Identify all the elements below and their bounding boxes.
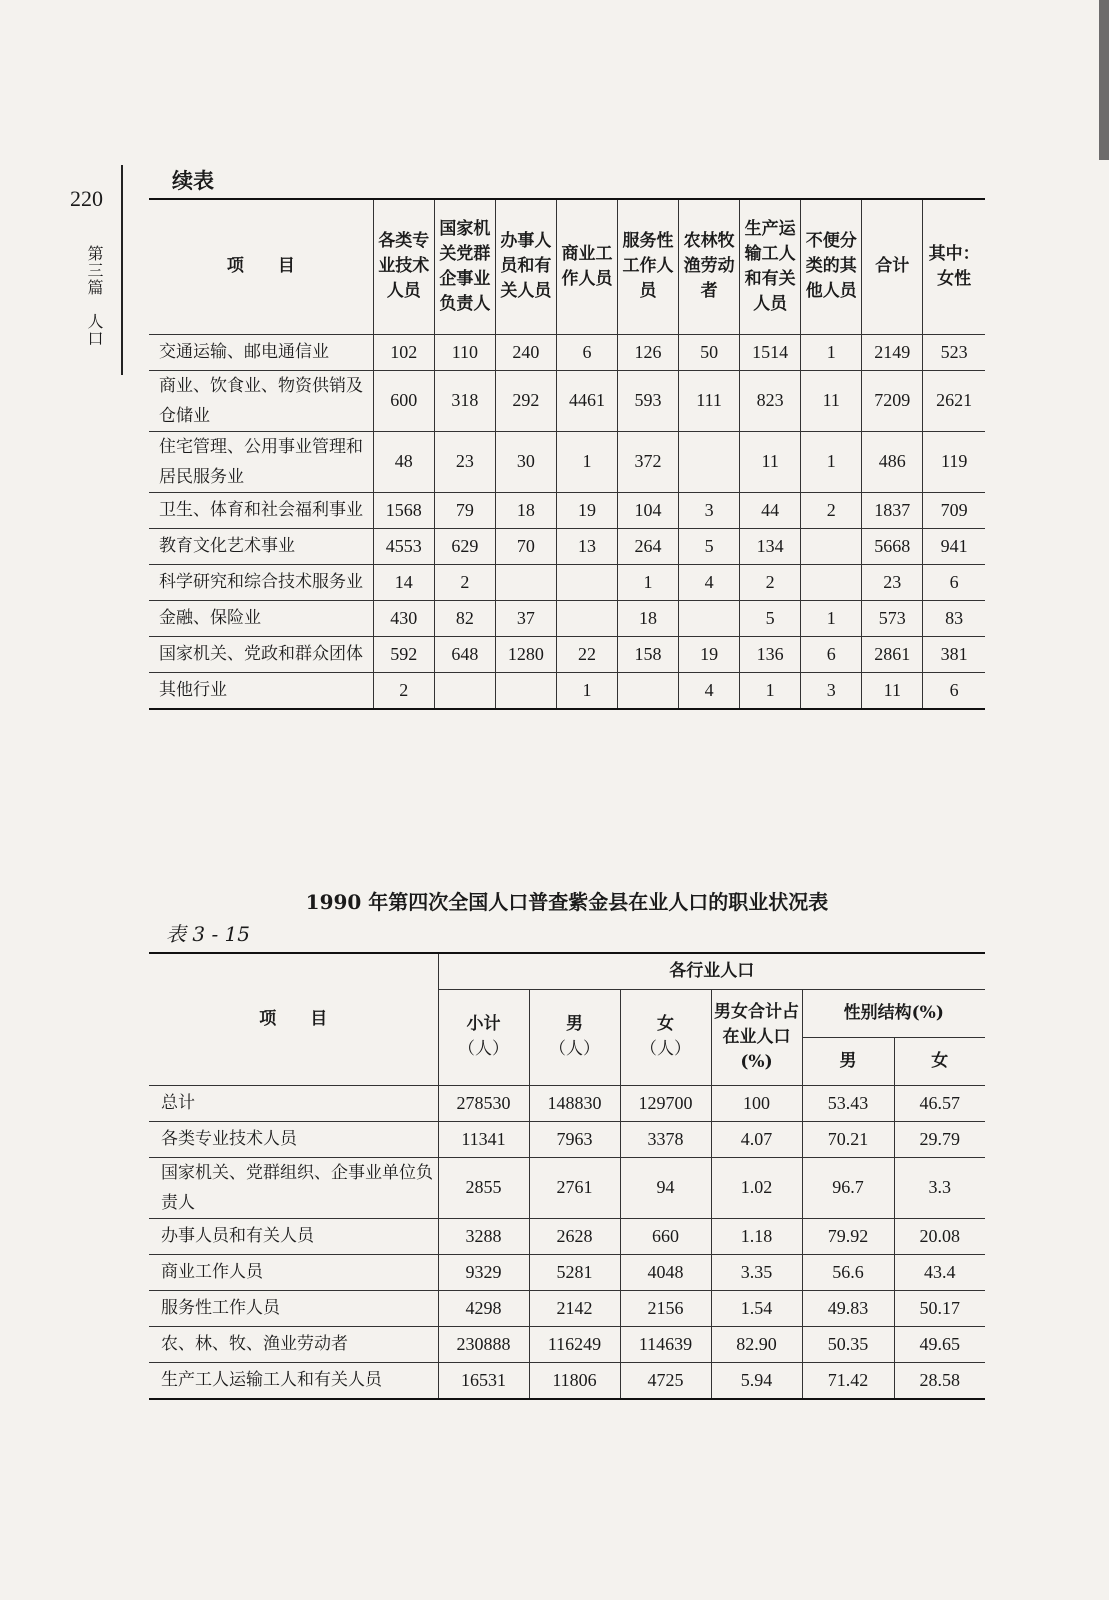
- header-cell: 商业工作人员: [556, 199, 617, 334]
- data-cell: [434, 672, 495, 709]
- data-cell: 44: [740, 492, 801, 528]
- data-cell: 941: [923, 528, 985, 564]
- table-number: 表 3 - 15: [166, 922, 251, 946]
- table-row: [149, 1326, 985, 1362]
- row-label: 科学研究和综合技术服务业: [149, 564, 373, 600]
- table-row: [149, 1254, 985, 1290]
- table-row: [149, 636, 985, 672]
- data-cell: 28.58: [894, 1362, 985, 1399]
- data-cell: 102: [373, 334, 434, 370]
- data-cell: 111: [679, 370, 740, 431]
- header-cell: 国家机关党群企事业负责人: [434, 199, 495, 334]
- data-cell: 6: [556, 334, 617, 370]
- row-label: 住宅管理、公用事业管理和居民服务业: [149, 431, 373, 492]
- data-cell: 96.7: [802, 1157, 894, 1218]
- data-cell: 11341: [438, 1121, 529, 1157]
- data-cell: 4553: [373, 528, 434, 564]
- data-cell: 37: [495, 600, 556, 636]
- data-cell: [618, 672, 679, 709]
- data-cell: 372: [618, 431, 679, 492]
- table-row: [149, 672, 985, 709]
- header-cell: 其中：女性: [923, 199, 985, 334]
- data-cell: 49.83: [802, 1290, 894, 1326]
- data-cell: 1: [618, 564, 679, 600]
- data-cell: [495, 564, 556, 600]
- continuation-label: 续表: [172, 168, 214, 193]
- data-cell: 1: [801, 334, 862, 370]
- data-cell: 1: [740, 672, 801, 709]
- data-cell: 2628: [529, 1218, 620, 1254]
- data-cell: 6: [801, 636, 862, 672]
- data-cell: 134: [740, 528, 801, 564]
- data-cell: 110: [434, 334, 495, 370]
- data-cell: 381: [923, 636, 985, 672]
- header-cell: 不便分类的其他人员: [801, 199, 862, 334]
- data-cell: [556, 564, 617, 600]
- table-row: [149, 564, 985, 600]
- data-cell: 3378: [620, 1121, 711, 1157]
- data-cell: 53.43: [802, 1085, 894, 1121]
- row-label: 办事人员和有关人员: [149, 1218, 438, 1254]
- data-cell: 114639: [620, 1326, 711, 1362]
- data-cell: 22: [556, 636, 617, 672]
- row-label: 卫生、体育和社会福利事业: [149, 492, 373, 528]
- row-label: 生产工人运输工人和有关人员: [149, 1362, 438, 1399]
- table-row: [149, 600, 985, 636]
- header-cell: 生产运输工人和有关人员: [740, 199, 801, 334]
- page-spine-edge: [1099, 0, 1109, 160]
- data-cell: 2: [801, 492, 862, 528]
- data-cell: 4: [679, 564, 740, 600]
- data-cell: 11: [801, 370, 862, 431]
- data-cell: 318: [434, 370, 495, 431]
- data-cell: 264: [618, 528, 679, 564]
- data-cell: 11806: [529, 1362, 620, 1399]
- data-cell: 1568: [373, 492, 434, 528]
- data-cell: 82.90: [711, 1326, 802, 1362]
- data-cell: 230888: [438, 1326, 529, 1362]
- data-cell: [801, 528, 862, 564]
- data-cell: 11: [862, 672, 923, 709]
- data-cell: 3288: [438, 1218, 529, 1254]
- row-label: 国家机关、党群组织、企事业单位负责人: [149, 1157, 438, 1218]
- data-cell: 129700: [620, 1085, 711, 1121]
- data-cell: 46.57: [894, 1085, 985, 1121]
- data-cell: 600: [373, 370, 434, 431]
- header-cell: 农林牧渔劳动者: [679, 199, 740, 334]
- data-cell: 292: [495, 370, 556, 431]
- data-cell: 709: [923, 492, 985, 528]
- data-cell: 23: [862, 564, 923, 600]
- header-cell: [620, 989, 711, 1085]
- data-cell: 43.4: [894, 1254, 985, 1290]
- data-cell: 5.94: [711, 1362, 802, 1399]
- data-cell: 49.65: [894, 1326, 985, 1362]
- margin-rule: [121, 165, 123, 375]
- table-row: [149, 370, 985, 431]
- data-cell: 116249: [529, 1326, 620, 1362]
- data-cell: 278530: [438, 1085, 529, 1121]
- data-cell: 70: [495, 528, 556, 564]
- data-cell: 148830: [529, 1085, 620, 1121]
- row-label: 国家机关、党政和群众团体: [149, 636, 373, 672]
- data-cell: 4048: [620, 1254, 711, 1290]
- table-row: [149, 528, 985, 564]
- data-cell: 1280: [495, 636, 556, 672]
- data-cell: [679, 600, 740, 636]
- header-cell: 男: [802, 1037, 894, 1085]
- header-unit: （人）: [549, 1039, 600, 1059]
- header-cell: 各类专业技术人员: [373, 199, 434, 334]
- data-cell: 23: [434, 431, 495, 492]
- table-row: [149, 1218, 985, 1254]
- margin-chapter-title: 第三篇 人口: [85, 245, 104, 347]
- data-cell: 5: [740, 600, 801, 636]
- data-cell: [801, 564, 862, 600]
- data-cell: 2861: [862, 636, 923, 672]
- data-cell: 56.6: [802, 1254, 894, 1290]
- occupation-status-table: [149, 952, 985, 1400]
- row-label: 服务性工作人员: [149, 1290, 438, 1326]
- data-cell: 1514: [740, 334, 801, 370]
- header-label: 小计: [466, 1014, 501, 1034]
- data-cell: 4725: [620, 1362, 711, 1399]
- data-cell: 6: [923, 564, 985, 600]
- table-row: [149, 1290, 985, 1326]
- data-cell: 3.35: [711, 1254, 802, 1290]
- data-cell: 660: [620, 1218, 711, 1254]
- page-number: 220: [70, 186, 103, 211]
- data-cell: 7963: [529, 1121, 620, 1157]
- data-cell: 18: [618, 600, 679, 636]
- table-row: [149, 431, 985, 492]
- data-cell: 430: [373, 600, 434, 636]
- table-title: 1990 年第四次全国人口普查紫金县在业人口的职业状况表: [305, 890, 829, 914]
- header-cell: 项 目: [149, 199, 373, 334]
- row-label: 商业、饮食业、物资供销及仓储业: [149, 370, 373, 431]
- data-cell: 29.79: [894, 1121, 985, 1157]
- table-row: [149, 1121, 985, 1157]
- data-cell: 20.08: [894, 1218, 985, 1254]
- data-cell: 50: [679, 334, 740, 370]
- header-label: 女: [657, 1014, 674, 1034]
- header-cell: 女: [894, 1037, 985, 1085]
- data-cell: 104: [618, 492, 679, 528]
- data-cell: 1837: [862, 492, 923, 528]
- data-cell: 5668: [862, 528, 923, 564]
- data-cell: 50.17: [894, 1290, 985, 1326]
- occupation-by-industry-table: [149, 198, 985, 710]
- data-cell: 14: [373, 564, 434, 600]
- data-cell: 79.92: [802, 1218, 894, 1254]
- row-label: 交通运输、邮电通信业: [149, 334, 373, 370]
- data-cell: 592: [373, 636, 434, 672]
- data-cell: 4298: [438, 1290, 529, 1326]
- data-cell: 18: [495, 492, 556, 528]
- data-cell: [495, 672, 556, 709]
- data-cell: 5281: [529, 1254, 620, 1290]
- data-cell: [679, 431, 740, 492]
- data-cell: 7209: [862, 370, 923, 431]
- table-row: [149, 1157, 985, 1218]
- data-cell: 1.18: [711, 1218, 802, 1254]
- header-cell: 合计: [862, 199, 923, 334]
- row-label: 商业工作人员: [149, 1254, 438, 1290]
- table-header-row: [149, 199, 985, 334]
- data-cell: 1: [801, 431, 862, 492]
- header-label: 男: [566, 1014, 583, 1034]
- header-cell: 男女合计占在业人口(%): [711, 989, 802, 1085]
- row-label: 总计: [149, 1085, 438, 1121]
- table-header-row: [149, 953, 985, 989]
- data-cell: 2761: [529, 1157, 620, 1218]
- data-cell: 4: [679, 672, 740, 709]
- data-cell: 30: [495, 431, 556, 492]
- data-cell: [556, 600, 617, 636]
- row-label: 教育文化艺术事业: [149, 528, 373, 564]
- data-cell: 2: [740, 564, 801, 600]
- data-cell: 158: [618, 636, 679, 672]
- table-row: [149, 334, 985, 370]
- header-cell: 项 目: [149, 953, 438, 1085]
- header-unit: （人）: [458, 1039, 509, 1059]
- data-cell: 2855: [438, 1157, 529, 1218]
- row-label: 农、林、牧、渔业劳动者: [149, 1326, 438, 1362]
- header-group-cell: 各行业人口: [438, 953, 985, 989]
- data-cell: 2: [373, 672, 434, 709]
- data-cell: 83: [923, 600, 985, 636]
- data-cell: 126: [618, 334, 679, 370]
- row-label: 金融、保险业: [149, 600, 373, 636]
- data-cell: 1: [556, 431, 617, 492]
- data-cell: 3: [679, 492, 740, 528]
- data-cell: 648: [434, 636, 495, 672]
- data-cell: 3: [801, 672, 862, 709]
- header-cell: 服务性工作人员: [618, 199, 679, 334]
- header-cell: [438, 989, 529, 1085]
- data-cell: 240: [495, 334, 556, 370]
- data-cell: 2149: [862, 334, 923, 370]
- data-cell: 1.54: [711, 1290, 802, 1326]
- data-cell: 50.35: [802, 1326, 894, 1362]
- data-cell: 523: [923, 334, 985, 370]
- data-cell: 79: [434, 492, 495, 528]
- data-cell: 94: [620, 1157, 711, 1218]
- table-row: [149, 1085, 985, 1121]
- data-cell: 48: [373, 431, 434, 492]
- table-row: [149, 1362, 985, 1399]
- data-cell: 4461: [556, 370, 617, 431]
- data-cell: 19: [556, 492, 617, 528]
- data-cell: 82: [434, 600, 495, 636]
- data-cell: 486: [862, 431, 923, 492]
- header-cell: 办事人员和有关人员: [495, 199, 556, 334]
- row-label: 其他行业: [149, 672, 373, 709]
- data-cell: 823: [740, 370, 801, 431]
- header-cell: [529, 989, 620, 1085]
- data-cell: 593: [618, 370, 679, 431]
- data-cell: 9329: [438, 1254, 529, 1290]
- data-cell: 11: [740, 431, 801, 492]
- data-cell: 1: [556, 672, 617, 709]
- data-cell: 2142: [529, 1290, 620, 1326]
- data-cell: 2156: [620, 1290, 711, 1326]
- data-cell: 3.3: [894, 1157, 985, 1218]
- data-cell: 2: [434, 564, 495, 600]
- data-cell: 629: [434, 528, 495, 564]
- header-cell: 性别结构(%): [802, 989, 985, 1037]
- data-cell: 100: [711, 1085, 802, 1121]
- data-cell: 13: [556, 528, 617, 564]
- data-cell: 71.42: [802, 1362, 894, 1399]
- data-cell: 19: [679, 636, 740, 672]
- data-cell: 1: [801, 600, 862, 636]
- data-cell: 70.21: [802, 1121, 894, 1157]
- row-label: 各类专业技术人员: [149, 1121, 438, 1157]
- table-row: [149, 492, 985, 528]
- data-cell: 16531: [438, 1362, 529, 1399]
- data-cell: 2621: [923, 370, 985, 431]
- data-cell: 136: [740, 636, 801, 672]
- data-cell: 5: [679, 528, 740, 564]
- header-unit: （人）: [640, 1039, 691, 1059]
- data-cell: 6: [923, 672, 985, 709]
- data-cell: 119: [923, 431, 985, 492]
- data-cell: 1.02: [711, 1157, 802, 1218]
- data-cell: 4.07: [711, 1121, 802, 1157]
- data-cell: 573: [862, 600, 923, 636]
